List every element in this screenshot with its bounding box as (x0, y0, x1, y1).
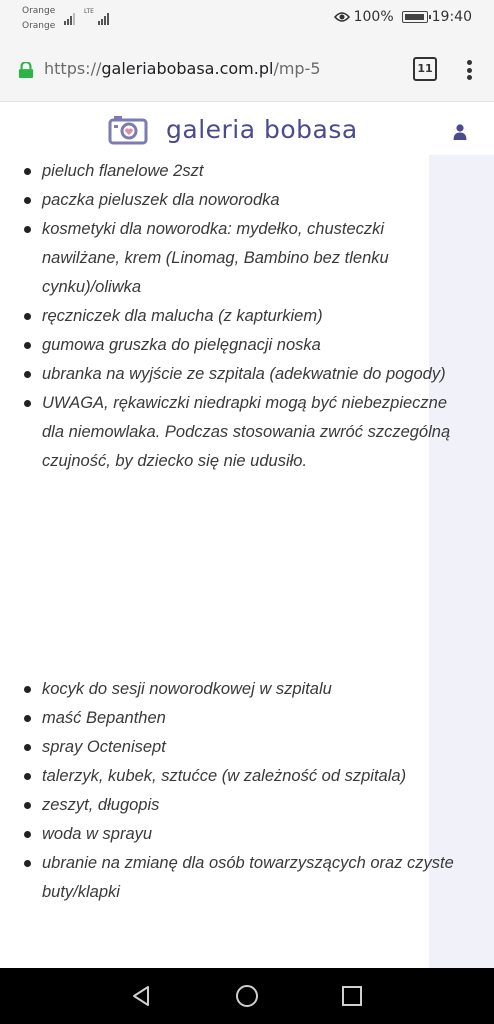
list-item (0, 302, 494, 331)
list-item-text: kosmetyki dla noworodka: mydełko, chusteczki (42, 220, 385, 238)
list-item-text: czujność, by dziecko się nie udusiło. (42, 452, 308, 470)
list-item-text: ręczniczek dla malucha (z kapturkiem) (42, 307, 323, 325)
list-item (0, 704, 494, 733)
bullet-icon (24, 400, 31, 407)
list-item-text: buty/klapki (42, 883, 120, 901)
list-item-continuation (0, 273, 494, 302)
eye-icon (334, 11, 350, 23)
lock-icon (16, 62, 36, 78)
bullet-icon (24, 831, 31, 838)
list-item (0, 733, 494, 762)
bullet-icon (24, 226, 31, 233)
list-item (0, 762, 494, 791)
tab-switcher-button[interactable]: 11 (413, 57, 437, 81)
bullet-icon (24, 197, 31, 204)
signal-icon (98, 11, 109, 25)
status-bar (0, 0, 494, 40)
logo-text: galeria bobasa (166, 114, 358, 144)
bullet-icon (24, 773, 31, 780)
list-item (0, 675, 494, 704)
bullet-icon (24, 715, 31, 722)
list-item-continuation (0, 418, 494, 447)
list-item-continuation (0, 244, 494, 273)
battery-fill (405, 14, 424, 20)
list-item-text: paczka pieluszek dla noworodka (42, 191, 280, 209)
system-nav-bar (0, 968, 494, 1024)
list-item-text: ubranie na zmianę dla osób towarzyszących oraz czyste (42, 854, 454, 872)
article-content (0, 155, 494, 968)
list-item-text: zeszyt, długopis (42, 796, 160, 814)
address-bar[interactable] (44, 59, 321, 78)
list-item-text: cynku)/oliwka (42, 278, 142, 296)
url-host: galeriabobasa.com.pl (101, 59, 274, 78)
bullet-icon (24, 342, 31, 349)
list-item (0, 389, 494, 418)
camera-icon (108, 113, 148, 145)
list-item-text: dla niemowlaka. Podczas stosowania zwróć szczególną (42, 423, 451, 441)
user-icon[interactable] (453, 124, 467, 140)
list-item (0, 157, 494, 186)
list-item-text: pieluch flanelowe 2szt (42, 162, 204, 180)
list-item-continuation (0, 878, 494, 907)
list-item (0, 791, 494, 820)
carrier-1: Orange (22, 6, 56, 16)
list-item (0, 849, 494, 878)
list-item-text: gumowa gruszka do pielęgnacji noska (42, 336, 321, 354)
bullet-icon (24, 371, 31, 378)
list-item-text: nawilżane, krem (Linomag, Bambino bez tlenku (42, 249, 389, 267)
checklist-bottom (0, 675, 494, 907)
list-item-text: spray Octenisept (42, 738, 166, 756)
carrier-names (22, 4, 55, 34)
status-right (334, 9, 472, 25)
list-item (0, 215, 494, 244)
list-item (0, 360, 494, 389)
bullet-icon (24, 744, 31, 751)
list-item (0, 186, 494, 215)
battery-percent: 100% (353, 9, 394, 25)
checklist-top (0, 157, 494, 476)
bullet-icon (24, 313, 31, 320)
list-item-text: ubranka na wyjście ze szpitala (adekwatnie do pogody) (42, 365, 446, 383)
site-header (0, 103, 494, 159)
bullet-icon (24, 802, 31, 809)
url-path: /mp-5 (273, 59, 321, 78)
bullet-icon (24, 860, 31, 867)
list-item-text: woda w sprayu (42, 825, 153, 843)
signal-icon (64, 11, 75, 25)
list-item-text: kocyk do sesji noworodkowej w szpitalu (42, 680, 332, 698)
list-item-text: talerzyk, kubek, sztućce (w zależność od szpitala) (42, 767, 407, 785)
back-icon[interactable] (129, 984, 153, 1008)
carrier-2: Orange (22, 21, 56, 31)
list-item-text: maść Bepanthen (42, 709, 166, 727)
bullet-icon (24, 686, 31, 693)
url-scheme: https:// (44, 59, 102, 78)
more-options-icon[interactable] (464, 58, 474, 82)
clock: 19:40 (431, 9, 472, 25)
battery-icon (402, 11, 428, 23)
network-type: LTE (84, 8, 94, 15)
browser-toolbar (0, 40, 494, 102)
list-item (0, 820, 494, 849)
list-item-continuation (0, 447, 494, 476)
site-logo[interactable] (108, 113, 358, 145)
list-item (0, 331, 494, 360)
list-item-text: UWAGA, rękawiczki niedrapki mogą być niebezpieczne (42, 394, 448, 412)
recents-icon[interactable] (340, 984, 364, 1008)
home-icon[interactable] (235, 984, 259, 1008)
bullet-icon (24, 168, 31, 175)
